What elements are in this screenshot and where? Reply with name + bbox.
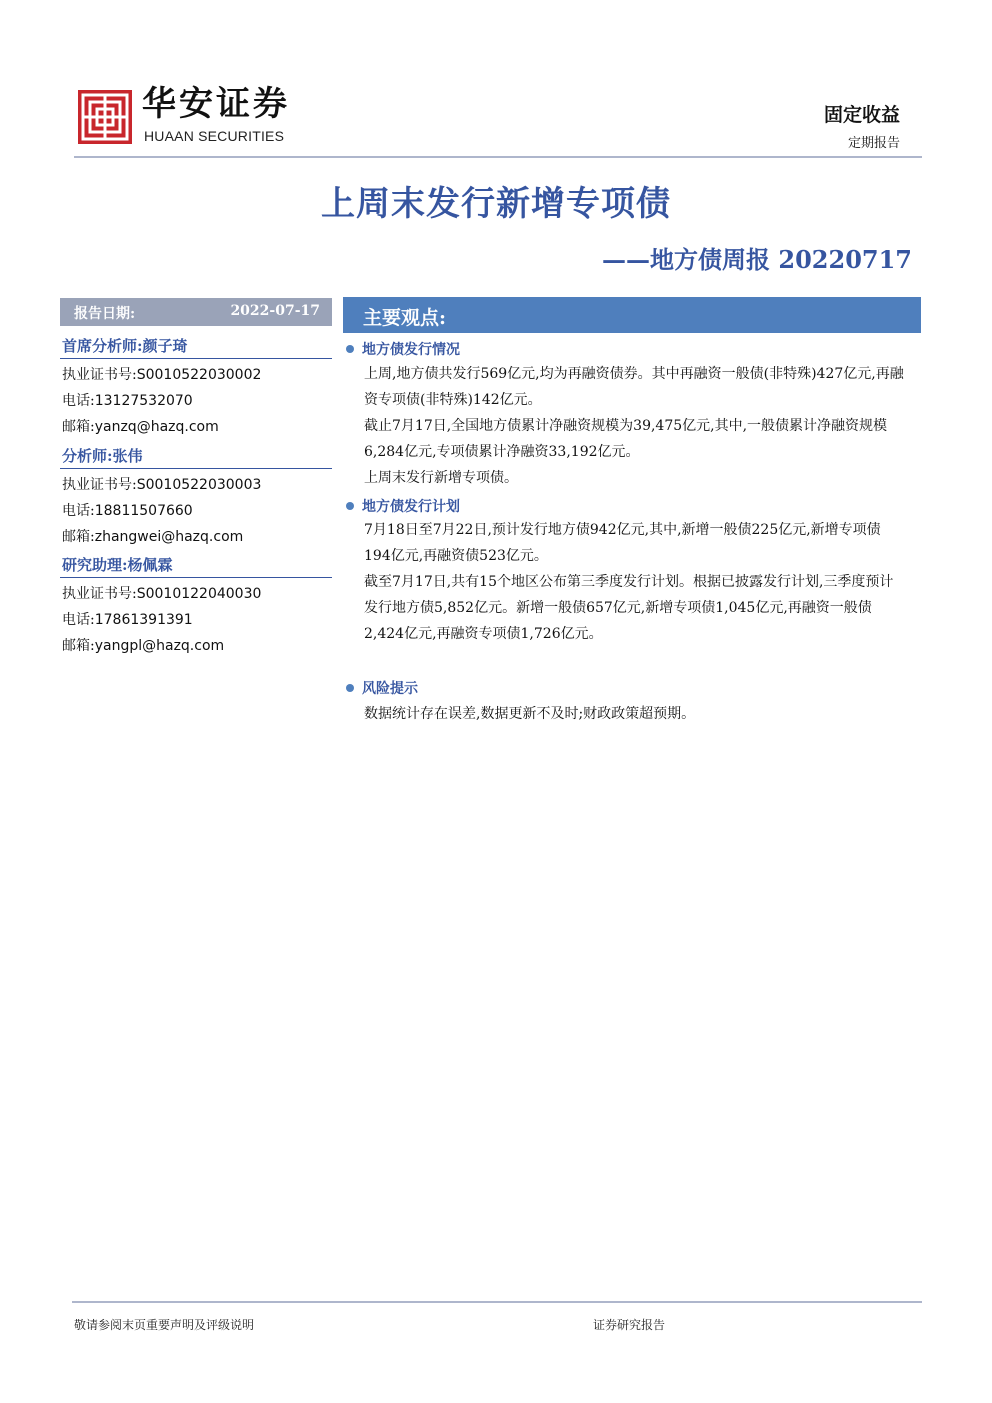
analyst-email[interactable]: 邮箱:yanzq@hazq.com <box>62 419 219 435</box>
report-date-value: 2022-07-17 <box>230 303 320 319</box>
paragraph: 数据统计存在误差,数据更新不及时;财政政策超预期。 <box>364 706 696 722</box>
analyst-role-name: 首席分析师:颜子琦 <box>62 337 188 355</box>
paragraph: 截止7月17日,全国地方债累计净融资规模为39,475亿元,其中,一般债累计净融资规模6,284亿元,专项债累计净融资33,192亿元。 <box>364 418 888 460</box>
analyst-phone: 电话:18811507660 <box>62 503 193 519</box>
paragraph: 截至7月17日,共有15个地区公布第三季度发行计划。根据已披露发行计划,三季度预计发行地方债5,852亿元。新增一般债657亿元,新增专项债1,045亿元,再融资一般债2,424亿元,再融资专项债1,726亿元。 <box>364 574 894 642</box>
analyst-cert: 执业证书号:S0010522030003 <box>62 477 262 493</box>
analyst-role-name: 研究助理:杨佩霖 <box>62 556 173 574</box>
report-type: 定期报告 <box>847 136 900 151</box>
header-divider <box>74 156 922 158</box>
analyst-divider <box>60 358 332 359</box>
paragraph: 上周末发行新增专项债。 <box>364 470 518 486</box>
bullet-icon <box>346 502 354 510</box>
report-title: 上周末发行新增专项债 <box>321 184 671 224</box>
logo-chinese-name: 华安证券 <box>142 84 290 124</box>
report-date-label: 报告日期: <box>74 306 136 322</box>
footer-report-label: 证券研究报告 <box>593 1318 666 1332</box>
analyst-phone: 电话:17861391391 <box>62 612 193 628</box>
bullet-icon <box>346 345 354 353</box>
report-subtitle: ——地方债周报 20220717 <box>602 245 912 274</box>
report-date-bar <box>60 298 332 326</box>
paragraph: 7月18日至7月22日,预计发行地方债942亿元,其中,新增一般债225亿元,新增专项债194亿元,再融资债523亿元。 <box>364 522 881 564</box>
section-heading-plan: 地方债发行计划 <box>346 496 460 516</box>
key-points-header: 主要观点: <box>343 297 921 333</box>
paragraph: 上周,地方债共发行569亿元,均为再融资债券。其中再融资一般债(非特殊)427亿元,再融资专项债(非特殊)142亿元。 <box>364 366 904 408</box>
bullet-icon <box>346 684 354 692</box>
footer-disclaimer: 敬请参阅末页重要声明及评级说明 <box>74 1318 255 1332</box>
footer-divider <box>72 1301 922 1303</box>
report-category: 固定收益 <box>823 104 900 126</box>
analyst-role-name: 分析师:张伟 <box>62 447 143 465</box>
section-heading-risk: 风险提示 <box>346 678 418 698</box>
section-heading-issuance: 地方债发行情况 <box>346 339 460 359</box>
huaan-logo-icon <box>78 90 132 144</box>
analyst-cert: 执业证书号:S0010122040030 <box>62 586 262 602</box>
analyst-email[interactable]: 邮箱:yangpl@hazq.com <box>62 638 225 654</box>
analyst-cert: 执业证书号:S0010522030002 <box>62 367 262 383</box>
logo-english-name: HUAAN SECURITIES <box>144 128 285 144</box>
analyst-divider <box>60 577 332 578</box>
analyst-phone: 电话:13127532070 <box>62 393 193 409</box>
analyst-email[interactable]: 邮箱:zhangwei@hazq.com <box>62 529 244 545</box>
analyst-divider <box>60 468 332 469</box>
